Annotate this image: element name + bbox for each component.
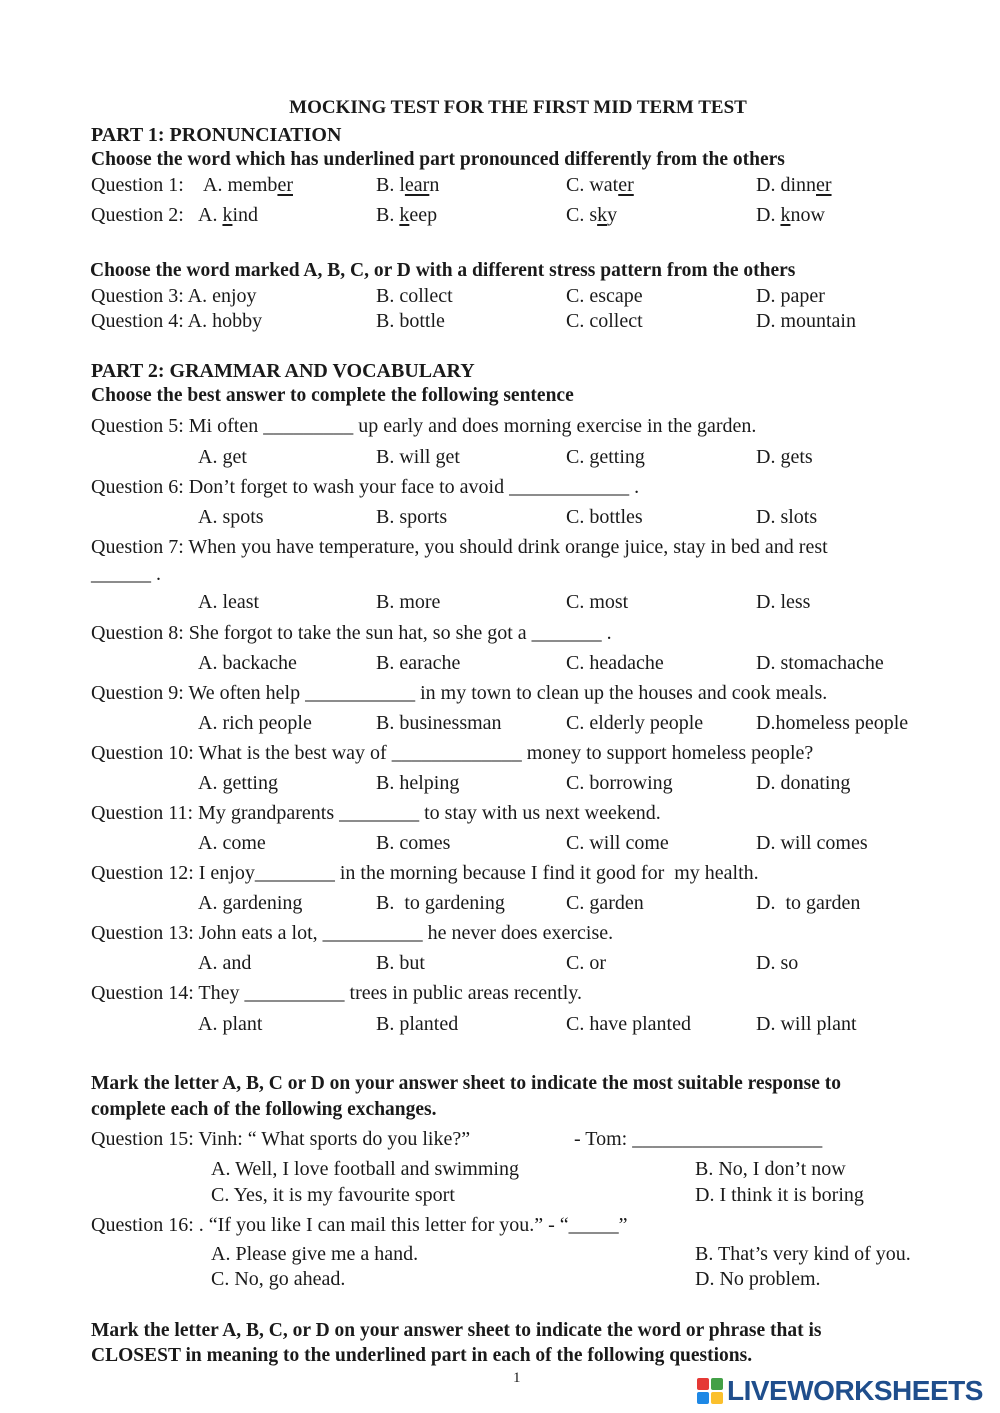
q6-option-a[interactable]: A. spots [198, 506, 264, 528]
q9-stem: Question 9: We often help ___________ in my town to clean up the houses and cook meals. [91, 682, 828, 704]
q14-stem: Question 14: They __________ trees in public areas recently. [91, 982, 582, 1004]
q15-option-d[interactable]: D. I think it is boring [695, 1184, 864, 1206]
q2-label: Question 2: [91, 204, 184, 226]
q6-option-b[interactable]: B. sports [376, 506, 448, 528]
q4-option-c[interactable]: C. collect [566, 310, 643, 332]
q1-b-underlined: ear [404, 174, 430, 196]
q7-option-a[interactable]: A. least [198, 591, 260, 613]
q6-option-c[interactable]: C. bottles [566, 506, 643, 528]
q2-option-b[interactable] [376, 204, 437, 227]
q1-option-b[interactable] [376, 174, 439, 197]
q1-d-underlined: er [816, 174, 832, 196]
q2-c-underlined: k [597, 204, 608, 226]
q10-option-b[interactable]: B. helping [376, 772, 460, 794]
exchanges-instruction-continued: complete each of the following exchanges. [91, 1099, 437, 1120]
logo-icon [697, 1378, 723, 1404]
logo-text: LIVEWORKSHEETS [727, 1375, 983, 1406]
q2-option-d[interactable] [756, 204, 825, 227]
q2-a-tail: ind [232, 204, 259, 226]
q3-option-c[interactable]: C. escape [566, 285, 643, 307]
q13-option-d[interactable]: D. so [756, 952, 799, 974]
q8-option-b[interactable]: B. earache [376, 652, 461, 674]
part2-heading: PART 2: GRAMMAR AND VOCABULARY [91, 360, 475, 382]
q8-stem: Question 8: She forgot to take the sun hat, so she got a _______ . [91, 622, 612, 644]
q2-b-text: B. [376, 204, 400, 226]
q8-option-d[interactable]: D. stomachache [756, 652, 884, 674]
q1-option-a[interactable] [203, 174, 293, 197]
part1-heading: PART 1: PRONUNCIATION [91, 124, 342, 146]
q12-option-c[interactable]: C. garden [566, 892, 644, 914]
q13-option-b[interactable]: B. but [376, 952, 425, 974]
q1-b-tail: n [429, 174, 440, 196]
q12-option-b[interactable]: B. to gardening [376, 892, 505, 914]
q16-option-d[interactable]: D. No problem. [695, 1268, 821, 1290]
q2-option-c[interactable] [566, 204, 617, 227]
q2-d-underlined: k [780, 204, 791, 226]
q2-c-tail: y [607, 204, 618, 226]
q2-b-tail: eep [409, 204, 438, 226]
q5-option-d[interactable]: D. gets [756, 446, 813, 468]
q1-d-text: D. dinn [756, 174, 816, 196]
page-title: MOCKING TEST FOR THE FIRST MID TERM TEST [289, 97, 747, 118]
liveworksheets-logo[interactable] [697, 1375, 983, 1407]
q15-option-b[interactable]: B. No, I don’t now [695, 1158, 846, 1180]
q9-option-a[interactable]: A. rich people [198, 712, 312, 734]
q1-option-c[interactable] [566, 174, 634, 197]
q2-a-underlined: k [222, 204, 233, 226]
q12-option-a[interactable]: A. gardening [198, 892, 303, 914]
q11-option-b[interactable]: B. comes [376, 832, 451, 854]
q13-option-c[interactable]: C. or [566, 952, 606, 974]
q11-option-c[interactable]: C. will come [566, 832, 669, 854]
q7-stem: Question 7: When you have temperature, you should drink orange juice, stay in bed and rest [91, 536, 828, 558]
q9-option-b[interactable]: B. businessman [376, 712, 502, 734]
q9-option-c[interactable]: C. elderly people [566, 712, 704, 734]
q10-stem: Question 10: What is the best way of _____________ money to support homeless people? [91, 742, 814, 764]
q7-option-b[interactable]: B. more [376, 591, 441, 613]
q1-a-underlined: er [277, 174, 293, 196]
q8-option-a[interactable]: A. backache [198, 652, 297, 674]
q6-stem: Question 6: Don’t forget to wash your face to avoid ____________ . [91, 476, 640, 498]
q12-stem: Question 12: I enjoy________ in the morning because I find it good for my health. [91, 862, 759, 884]
q3-option-b[interactable]: B. collect [376, 285, 453, 307]
page-number: 1 [513, 1370, 521, 1386]
q7-stem-continued: ______ . [91, 563, 161, 585]
q11-option-a[interactable]: A. come [198, 832, 266, 854]
q10-option-d[interactable]: D. donating [756, 772, 851, 794]
q15-option-a[interactable]: A. Well, I love football and swimming [211, 1158, 519, 1180]
q4-option-d[interactable]: D. mountain [756, 310, 856, 332]
q10-option-c[interactable]: C. borrowing [566, 772, 673, 794]
q16-stem: Question 16: . “If you like I can mail this letter for you.” - “_____” [91, 1214, 628, 1236]
q1-b-text: B. l [376, 174, 405, 196]
closest-instruction: Mark the letter A, B, C, or D on your answer sheet to indicate the word or phrase that is [91, 1320, 822, 1341]
q4-stem[interactable]: Question 4: A. hobby [91, 310, 263, 332]
closest-instruction-continued: CLOSEST in meaning to the underlined part in each of the following questions. [91, 1345, 753, 1366]
q16-option-c[interactable]: C. No, go ahead. [211, 1268, 346, 1290]
q15-option-c[interactable]: C. Yes, it is my favourite sport [211, 1184, 455, 1206]
q8-option-c[interactable]: C. headache [566, 652, 664, 674]
q9-option-d[interactable]: D.homeless people [756, 712, 909, 734]
q16-option-b[interactable]: B. That’s very kind of you. [695, 1243, 911, 1265]
q2-c-text: C. s [566, 204, 598, 226]
q2-d-text: D. [756, 204, 781, 226]
q1-c-underlined: er [618, 174, 634, 196]
q11-option-d[interactable]: D. will comes [756, 832, 868, 854]
stress-instruction: Choose the word marked A, B, C, or D with a different stress pattern from the others [90, 260, 796, 281]
q1-label: Question 1: [91, 174, 184, 196]
q5-stem: Question 5: Mi often _________ up early and does morning exercise in the garden. [91, 415, 757, 437]
exchanges-instruction: Mark the letter A, B, C or D on your answer sheet to indicate the most suitable response to [91, 1073, 841, 1094]
q16-option-a[interactable]: A. Please give me a hand. [211, 1243, 419, 1265]
part2-instruction: Choose the best answer to complete the following sentence [91, 385, 574, 406]
q3-option-d[interactable]: D. paper [756, 285, 825, 307]
q2-a-text: A. [198, 204, 223, 226]
q2-d-tail: now [790, 204, 825, 226]
q5-option-a[interactable]: A. get [198, 446, 247, 468]
part1-instruction: Choose the word which has underlined part pronounced differently from the others [91, 149, 785, 170]
q1-a-text: A. memb [203, 174, 278, 196]
q1-c-text: C. wat [566, 174, 619, 196]
q15-reply: - Tom: ___________________ [574, 1128, 823, 1150]
q14-option-b[interactable]: B. planted [376, 1013, 459, 1035]
q7-option-c[interactable]: C. most [566, 591, 629, 613]
q13-option-a[interactable]: A. and [198, 952, 252, 974]
q2-b-underlined: k [399, 204, 410, 226]
q11-stem: Question 11: My grandparents ________ to stay with us next weekend. [91, 802, 661, 824]
q3-stem[interactable]: Question 3: A. enjoy [91, 285, 257, 307]
q14-option-a[interactable]: A. plant [198, 1013, 263, 1035]
q14-option-d[interactable]: D. will plant [756, 1013, 857, 1035]
q14-option-c[interactable]: C. have planted [566, 1013, 691, 1035]
q15-stem: Question 15: Vinh: “ What sports do you like?” [91, 1128, 471, 1150]
q5-option-b[interactable]: B. will get [376, 446, 460, 468]
q6-option-d[interactable]: D. slots [756, 506, 818, 528]
q13-stem: Question 13: John eats a lot, __________ he never does exercise. [91, 922, 614, 944]
q1-option-d[interactable] [756, 174, 832, 197]
q5-option-c[interactable]: C. getting [566, 446, 645, 468]
q7-option-d[interactable]: D. less [756, 591, 811, 613]
q4-option-b[interactable]: B. bottle [376, 310, 445, 332]
q2-option-a[interactable] [198, 204, 258, 227]
q12-option-d[interactable]: D. to garden [756, 892, 861, 914]
q10-option-a[interactable]: A. getting [198, 772, 278, 794]
